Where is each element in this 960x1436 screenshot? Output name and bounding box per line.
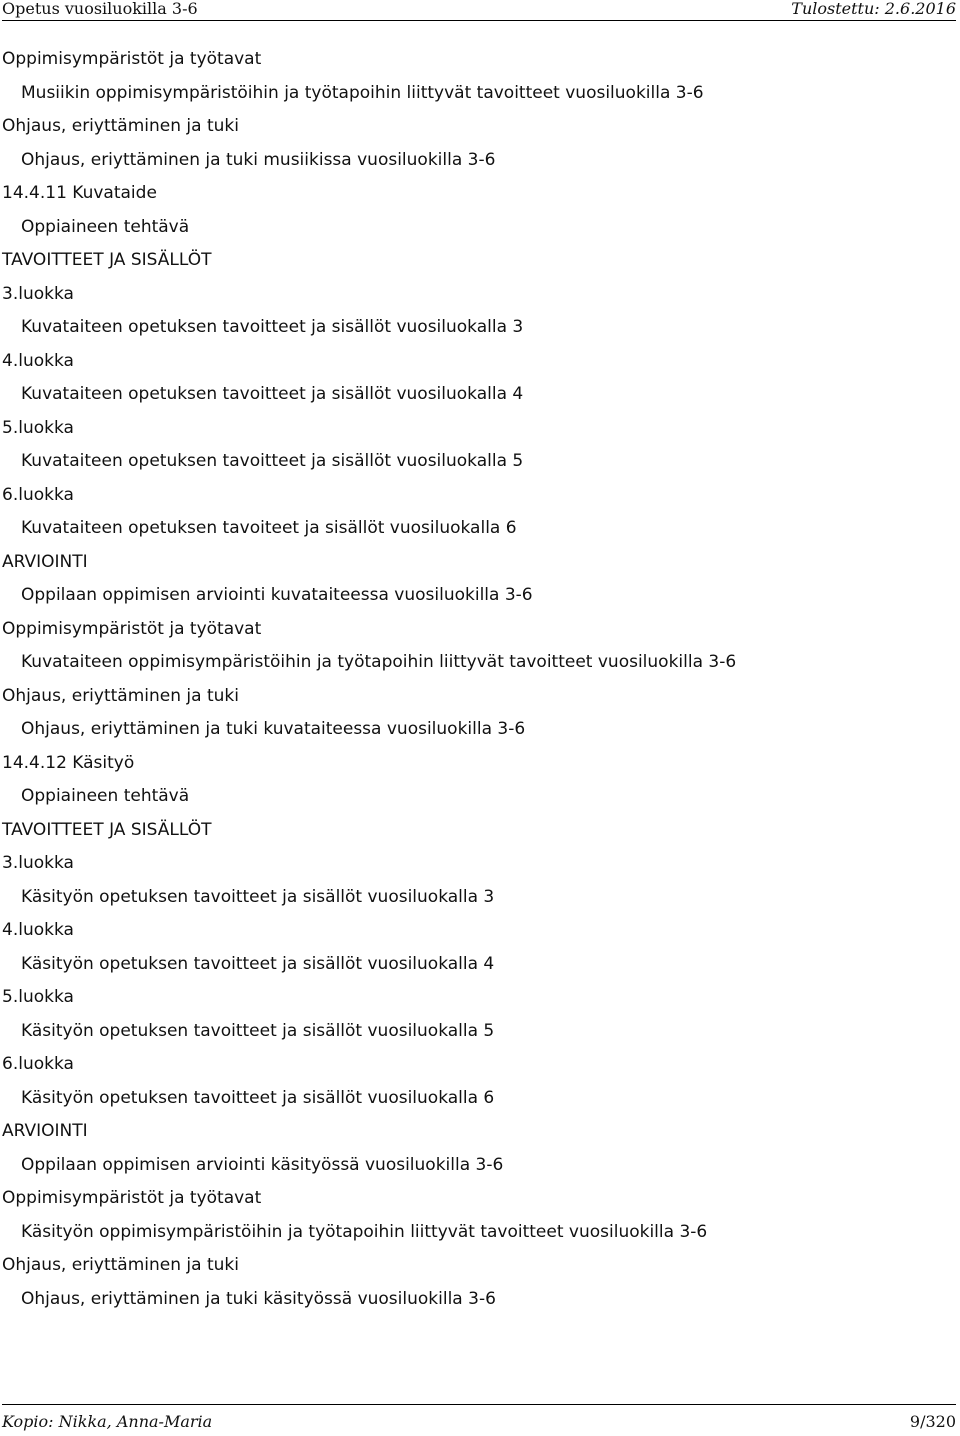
toc-section-link[interactable]: TAVOITTEET JA SISÄLLÖT [2,819,212,840]
print-date: Tulostettu: 2.6.2016 [791,0,956,18]
toc-section-link[interactable]: Ohjaus, eriyttäminen ja tuki [2,1255,239,1275]
toc-section-link[interactable]: ARVIOINTI [2,551,88,572]
toc-subentry-link[interactable]: Käsityön oppimisympäristöihin ja työtapoihin liittyvät tavoitteet vuosiluokilla 3-6 [21,1221,708,1242]
toc-section-link[interactable]: Oppimisympäristöt ja työtavat [2,1188,262,1208]
toc-subentry-link[interactable]: Kuvataiteen opetuksen tavoitteet ja sisällöt vuosiluokalla 3 [21,317,524,337]
toc-section-link[interactable]: ARVIOINTI [2,1121,88,1141]
toc-subentry-link[interactable]: Kuvataiteen opetuksen tavoiteet ja sisällöt vuosiluokalla 6 [21,518,517,538]
toc-section-link[interactable]: Ohjaus, eriyttäminen ja tuki [2,685,239,706]
toc-section-link[interactable]: Oppimisympäristöt ja työtavat [2,618,262,639]
toc-section-link[interactable]: 4.luokka [2,350,74,371]
toc-subentry-link[interactable]: Käsityön opetuksen tavoitteet ja sisällöt vuosiluokalla 3 [21,886,495,907]
toc-subentry-link[interactable]: Oppiaineen tehtävä [21,786,190,806]
toc-section-link[interactable]: 14.4.12 Käsityö [2,752,135,773]
toc-section-link[interactable]: Ohjaus, eriyttäminen ja tuki [2,116,239,136]
table-of-contents [2,43,952,1316]
page-number: 9/320 [909,1412,956,1431]
toc-subentry-link[interactable]: Ohjaus, eriyttäminen ja tuki käsityössä vuosiluokilla 3-6 [21,1288,496,1309]
toc-section-link[interactable]: 5.luokka [2,417,74,438]
toc-section-link[interactable]: TAVOITTEET JA SISÄLLÖT [2,250,212,270]
toc-subentry-link[interactable]: Käsityön opetuksen tavoitteet ja sisällöt vuosiluokalla 6 [21,1087,495,1108]
toc-section-link[interactable]: 6.luokka [2,484,74,505]
toc-subentry-link[interactable]: Kuvataiteen oppimisympäristöihin ja työtapoihin liittyvät tavoitteet vuosiluokilla 3-6 [21,652,737,672]
toc-subentry-link[interactable]: Käsityön opetuksen tavoitteet ja sisällöt vuosiluokalla 5 [21,1020,495,1041]
toc-subentry-link[interactable]: Ohjaus, eriyttäminen ja tuki kuvataiteessa vuosiluokilla 3-6 [21,719,526,739]
toc-subentry-link[interactable]: Oppilaan oppimisen arviointi käsityössä vuosiluokilla 3-6 [21,1154,504,1175]
toc-section-link[interactable]: 3.luokka [2,283,74,304]
toc-subentry-link[interactable]: Musiikin oppimisympäristöihin ja työtapoihin liittyvät tavoitteet vuosiluokilla 3-6 [21,82,704,103]
toc-subentry-link[interactable]: Oppilaan oppimisen arviointi kuvataiteessa vuosiluokilla 3-6 [21,585,533,605]
toc-section-link[interactable]: 14.4.11 Kuvataide [2,183,157,203]
copy-owner: Kopio: Nikka, Anna-Maria [2,1412,213,1431]
toc-subentry-link[interactable]: Ohjaus, eriyttäminen ja tuki musiikissa vuosiluokilla 3-6 [21,149,496,170]
page-footer [2,1404,956,1433]
toc-section-link[interactable]: 4.luokka [2,920,74,940]
toc-section-link[interactable]: 5.luokka [2,987,74,1007]
toc-subentry-link[interactable]: Kuvataiteen opetuksen tavoitteet ja sisällöt vuosiluokalla 4 [21,384,524,404]
toc-subentry-link[interactable]: Käsityön opetuksen tavoitteet ja sisällöt vuosiluokalla 4 [21,953,495,974]
toc-subentry-link[interactable]: Kuvataiteen opetuksen tavoitteet ja sisällöt vuosiluokalla 5 [21,451,524,471]
toc-section-link[interactable]: Oppimisympäristöt ja työtavat [2,49,262,69]
toc-section-link[interactable]: 6.luokka [2,1054,74,1074]
toc-subentry-link[interactable]: Oppiaineen tehtävä [21,216,190,237]
document-title: Opetus vuosiluokilla 3-6 [2,0,198,18]
toc-section-link[interactable]: 3.luokka [2,853,74,873]
page-header [2,0,956,21]
